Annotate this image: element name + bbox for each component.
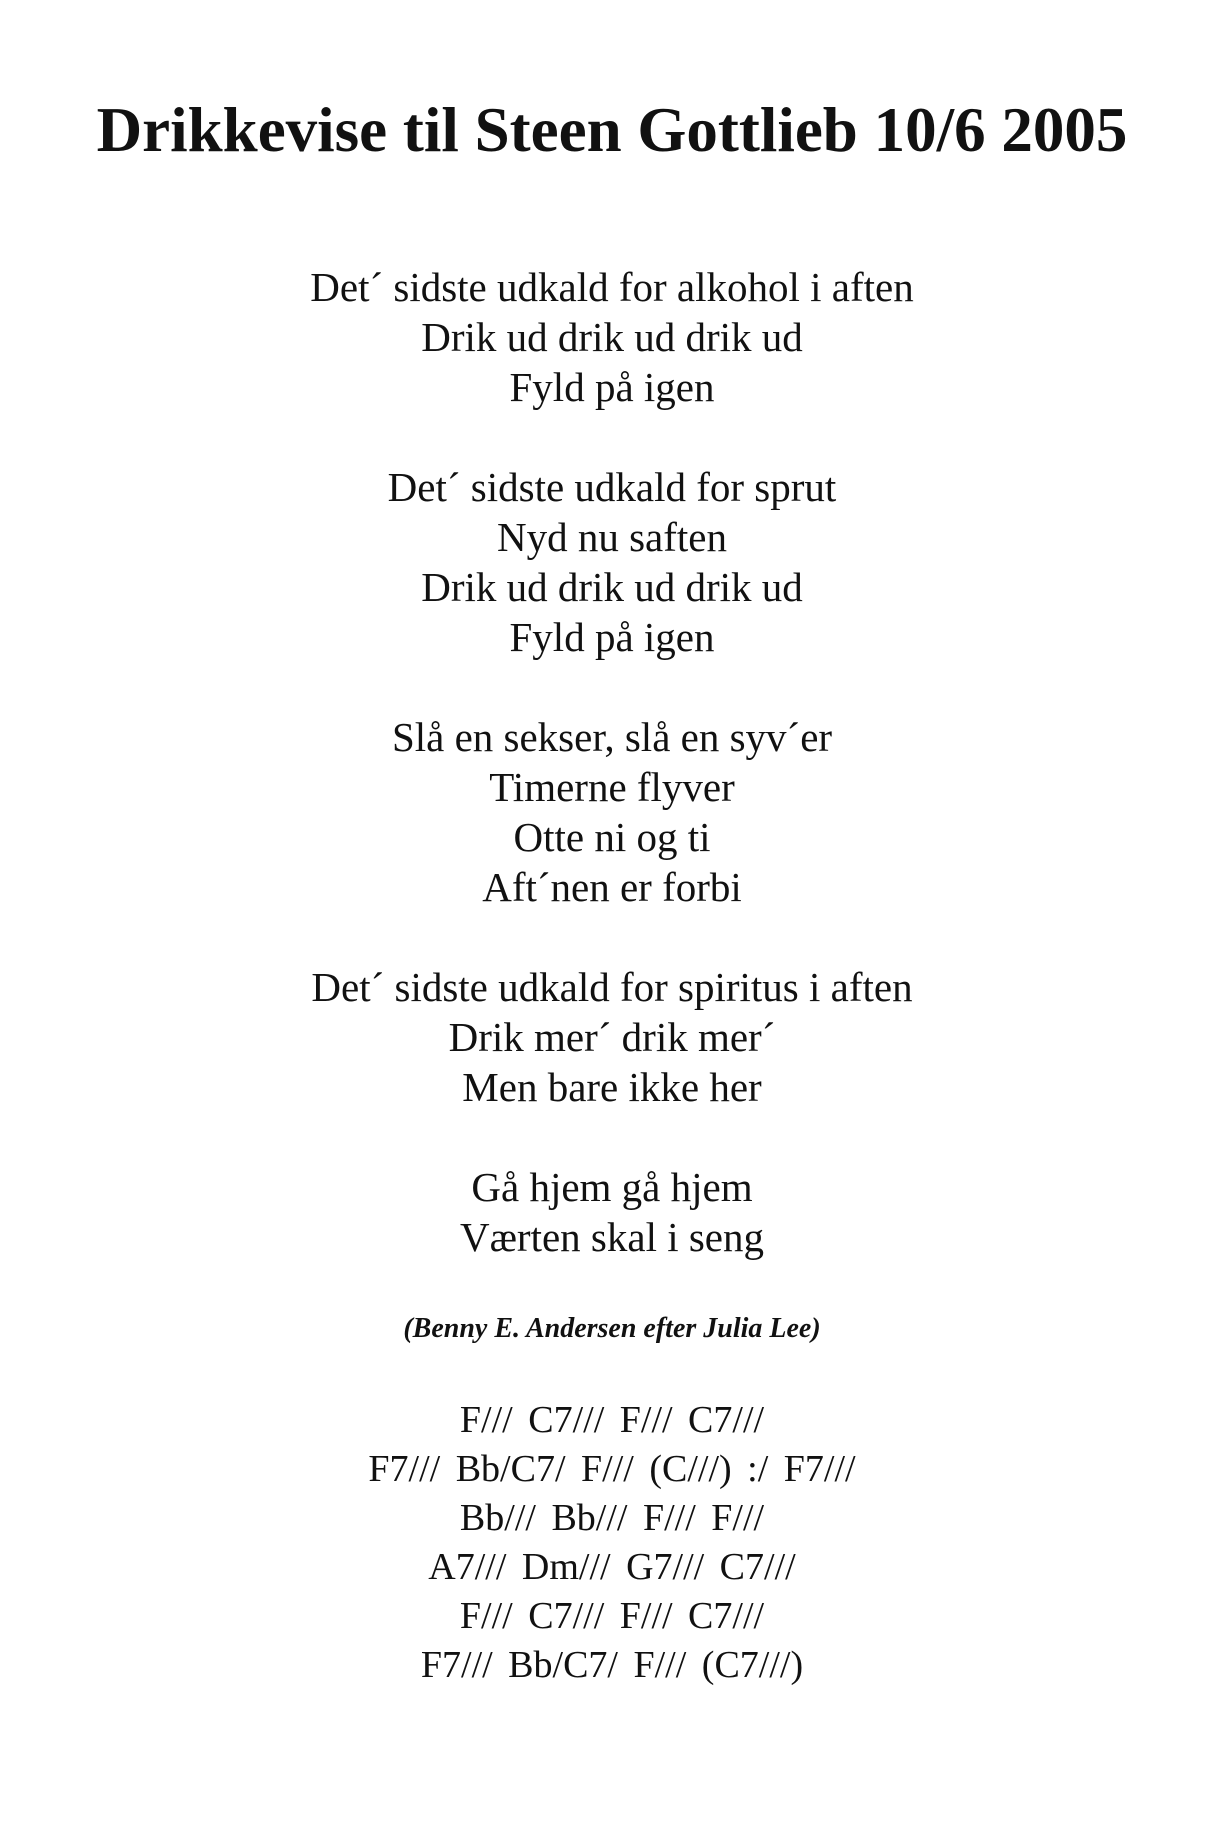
lyrics [0, 262, 1224, 1312]
lyric-line: Værten skal i seng [459, 1214, 765, 1260]
lyric-line: Timerne flyver [489, 764, 735, 810]
lyric-line: Nyd nu saften [496, 514, 727, 560]
lyric-line: Slå en sekser, slå en syv´er [391, 714, 833, 760]
lyric-line: Fyld på igen [509, 364, 715, 410]
stanza-5 [0, 1162, 1224, 1262]
stanza-3 [0, 712, 1224, 912]
song-title: Drikkevise til Steen Gottlieb 10/6 2005 [96, 95, 1128, 165]
chord-line: F7/// Bb/C7/ F/// (C///) :/ F7/// [368, 1448, 856, 1490]
lyric-line: Gå hjem gå hjem [471, 1164, 753, 1210]
lyric-line: Fyld på igen [509, 614, 715, 660]
chord-line: F/// C7/// F/// C7/// [459, 1399, 765, 1441]
stanza-4 [0, 962, 1224, 1112]
lyric-line: Drik mer´ drik mer´ [448, 1014, 776, 1060]
lyric-line: Det´ sidste udkald for spiritus i aften [311, 964, 913, 1010]
lyric-line: Drik ud drik ud drik ud [421, 564, 803, 610]
chord-line: A7/// Dm/// G7/// C7/// [428, 1546, 796, 1588]
chord-line: Bb/// Bb/// F/// F/// [459, 1497, 765, 1539]
chord-chart [0, 1396, 1224, 1690]
stanza-1 [0, 262, 1224, 412]
stanza-2 [0, 462, 1224, 662]
lyric-line: Drik ud drik ud drik ud [421, 314, 803, 360]
lyric-line: Det´ sidste udkald for alkohol i aften [310, 264, 914, 310]
chord-line: F/// C7/// F/// C7/// [459, 1595, 765, 1637]
lyric-line: Otte ni og ti [513, 814, 711, 860]
chord-line: F7/// Bb/C7/ F/// (C7///) [420, 1644, 804, 1686]
song-credit: (Benny E. Andersen efter Julia Lee) [403, 1313, 821, 1344]
lyric-line: Det´ sidste udkald for sprut [387, 464, 837, 510]
lyric-line: Aft´nen er forbi [482, 864, 742, 910]
lyric-line: Men bare ikke her [462, 1064, 762, 1110]
